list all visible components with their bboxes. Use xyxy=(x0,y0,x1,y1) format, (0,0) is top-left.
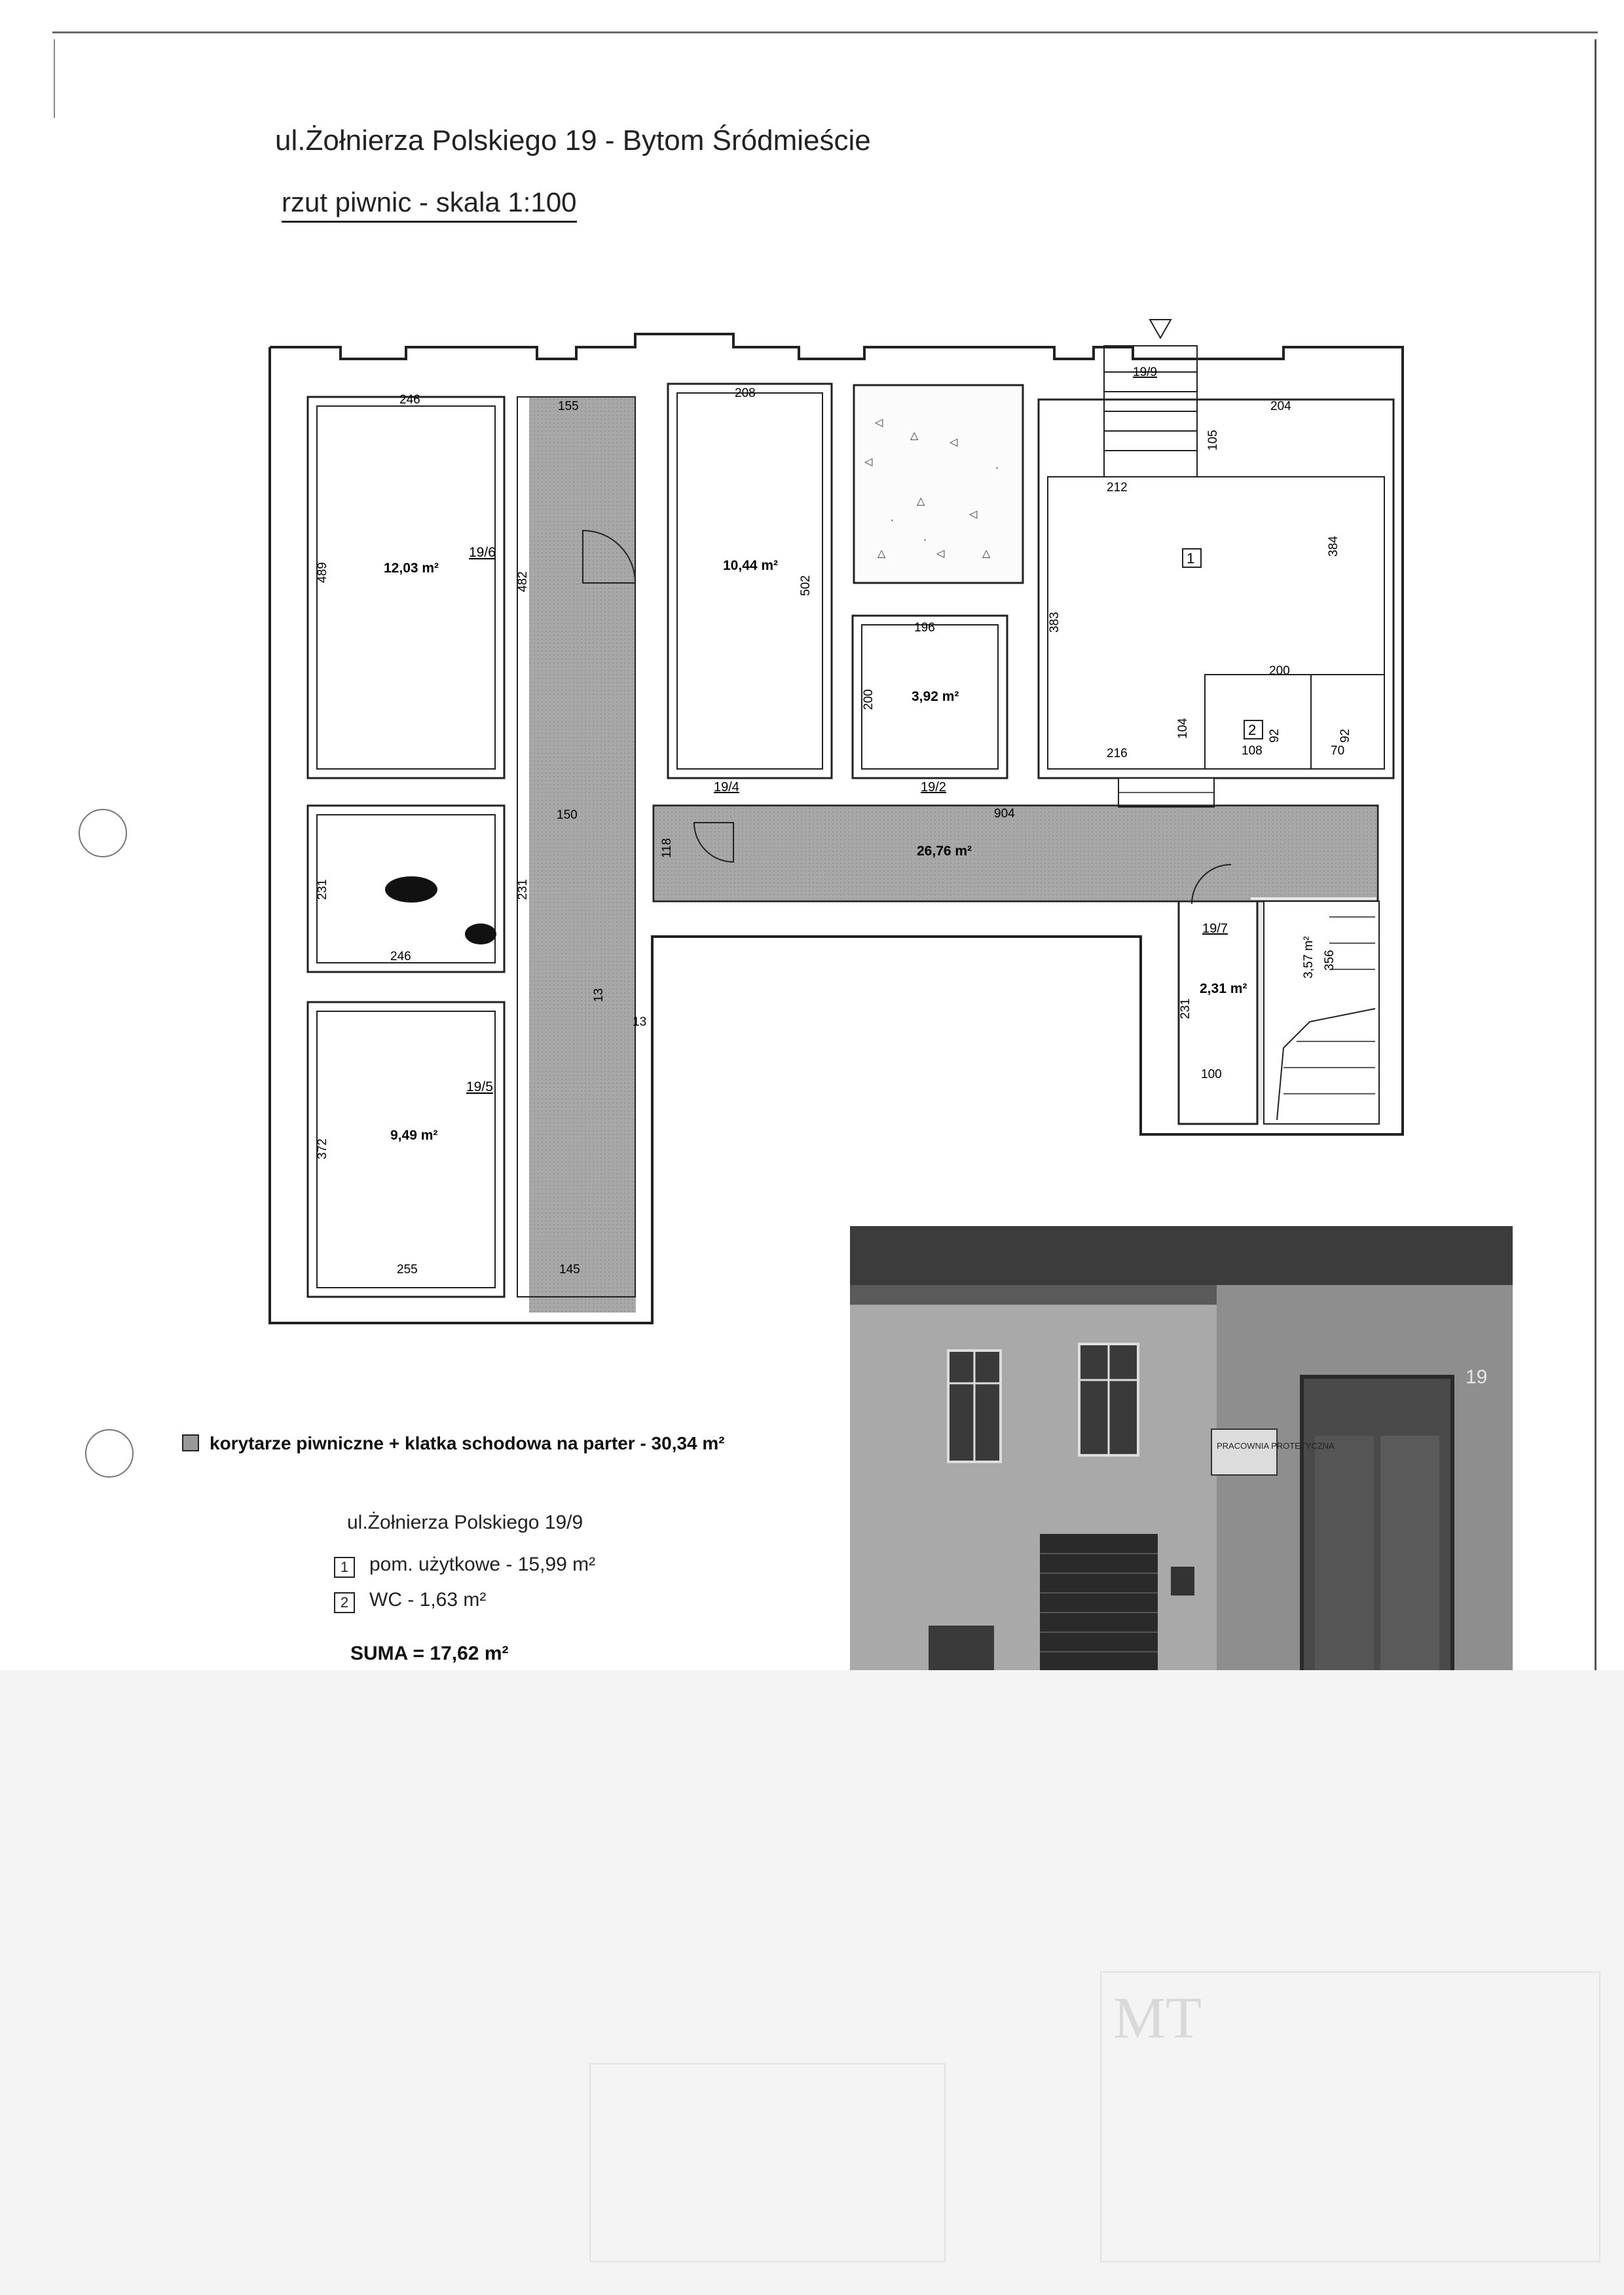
photo-sign-text: PRACOWNIA PROTETYCZNA xyxy=(1217,1441,1335,1451)
dim-label: 482 xyxy=(516,571,530,592)
unit-item xyxy=(334,1554,595,1578)
dim-label: 104 xyxy=(1176,718,1190,739)
area-label: 3,57 m² xyxy=(1302,936,1316,979)
dim-label: 100 xyxy=(1201,1068,1222,1081)
unit-id-label: 19/5 xyxy=(466,1079,493,1094)
dim-label: 118 xyxy=(660,838,674,858)
document-title: ul.Żołnierza Polskiego 19 - Bytom Śródmieście xyxy=(275,124,871,157)
unit-total: SUMA = 17,62 m² xyxy=(350,1643,509,1664)
faded-stamp-area xyxy=(0,1670,1624,2295)
area-label: 3,92 m² xyxy=(912,689,959,704)
dim-label: 70 xyxy=(1331,744,1345,758)
svg-text:·: · xyxy=(923,534,927,546)
unit-number-label: 2 xyxy=(1248,722,1257,738)
page-top-rule xyxy=(52,31,1598,33)
unit-item xyxy=(334,1589,486,1613)
corridor-legend xyxy=(182,1433,725,1454)
dim-label: 384 xyxy=(1327,536,1340,557)
floor-plan xyxy=(262,308,1414,1343)
dim-label: 231 xyxy=(1179,998,1192,1019)
dim-label: 383 xyxy=(1048,612,1061,633)
dim-label: 150 xyxy=(557,808,578,822)
svg-text:◁: ◁ xyxy=(950,436,958,448)
door-label: 19/4 xyxy=(714,780,739,794)
svg-text:◁: ◁ xyxy=(969,508,978,520)
unit-item-number: 1 xyxy=(334,1557,355,1578)
area-label: 12,03 m² xyxy=(384,561,439,576)
dim-label: 92 xyxy=(1338,728,1352,743)
dim-label: 200 xyxy=(862,689,876,710)
svg-text:◁: ◁ xyxy=(875,416,883,428)
dim-label: 231 xyxy=(516,879,530,900)
entrance-label: 19/9 xyxy=(1133,365,1157,379)
dim-label: 108 xyxy=(1242,744,1263,758)
door-label: 19/2 xyxy=(921,780,946,794)
dim-label: 92 xyxy=(1268,728,1282,743)
dim-label: 502 xyxy=(799,575,813,596)
svg-text:·: · xyxy=(995,462,999,474)
dim-label: 145 xyxy=(559,1263,580,1277)
unit-item-text: WC - 1,63 m² xyxy=(369,1589,487,1611)
dim-label: 105 xyxy=(1206,430,1220,451)
dim-label: 255 xyxy=(397,1263,418,1277)
area-label: 26,76 m² xyxy=(917,844,972,859)
dim-label: 196 xyxy=(914,621,935,635)
dim-label: 231 xyxy=(316,879,329,900)
unit-id-label: 19/6 xyxy=(469,545,496,560)
document-subtitle: rzut piwnic - skala 1:100 xyxy=(282,187,577,223)
unit-id-label: 19/7 xyxy=(1202,922,1228,936)
unit-title: ul.Żołnierza Polskiego 19/9 xyxy=(347,1512,583,1533)
dim-label: 489 xyxy=(316,562,329,583)
unit-item-number: 2 xyxy=(334,1592,355,1613)
dim-label: 204 xyxy=(1270,400,1291,413)
legend-text: korytarze piwniczne + klatka schodowa na parter - 30,34 m² xyxy=(210,1433,725,1453)
svg-text:△: △ xyxy=(910,429,919,441)
svg-text:◁: ◁ xyxy=(936,547,945,559)
dim-label: 13 xyxy=(592,988,606,1002)
dim-label: 246 xyxy=(399,393,420,407)
svg-text:△: △ xyxy=(982,547,991,559)
photo-building-number: 19 xyxy=(1466,1366,1488,1388)
dim-label: 216 xyxy=(1107,747,1128,760)
faded-logo: MT xyxy=(1113,1986,1202,2051)
punch-hole-icon xyxy=(79,809,127,857)
svg-text:△: △ xyxy=(917,494,925,507)
svg-text:·: · xyxy=(891,514,895,527)
area-label: 2,31 m² xyxy=(1200,981,1247,996)
area-label: 10,44 m² xyxy=(723,558,779,573)
area-label: 9,49 m² xyxy=(390,1128,438,1143)
page-left-rule xyxy=(54,39,55,118)
legend-swatch-icon xyxy=(182,1434,199,1451)
faded-stamp-box xyxy=(589,2063,946,2262)
dim-label: 372 xyxy=(316,1138,329,1159)
punch-hole-icon xyxy=(85,1429,134,1478)
page-right-rule xyxy=(1595,39,1596,1677)
dim-label: 356 xyxy=(1323,950,1337,971)
svg-text:△: △ xyxy=(877,547,886,559)
unit-number-label: 1 xyxy=(1187,550,1195,567)
dim-label: 904 xyxy=(994,807,1015,821)
unit-item-text: pom. użytkowe - 15,99 m² xyxy=(369,1554,596,1575)
dim-label: 246 xyxy=(390,950,411,963)
dim-label: 155 xyxy=(558,400,579,413)
dim-label: 208 xyxy=(735,386,756,400)
svg-text:◁: ◁ xyxy=(864,455,873,468)
dim-label: 13 xyxy=(633,1015,647,1029)
dim-label: 200 xyxy=(1269,664,1290,678)
dim-label: 212 xyxy=(1107,481,1128,494)
